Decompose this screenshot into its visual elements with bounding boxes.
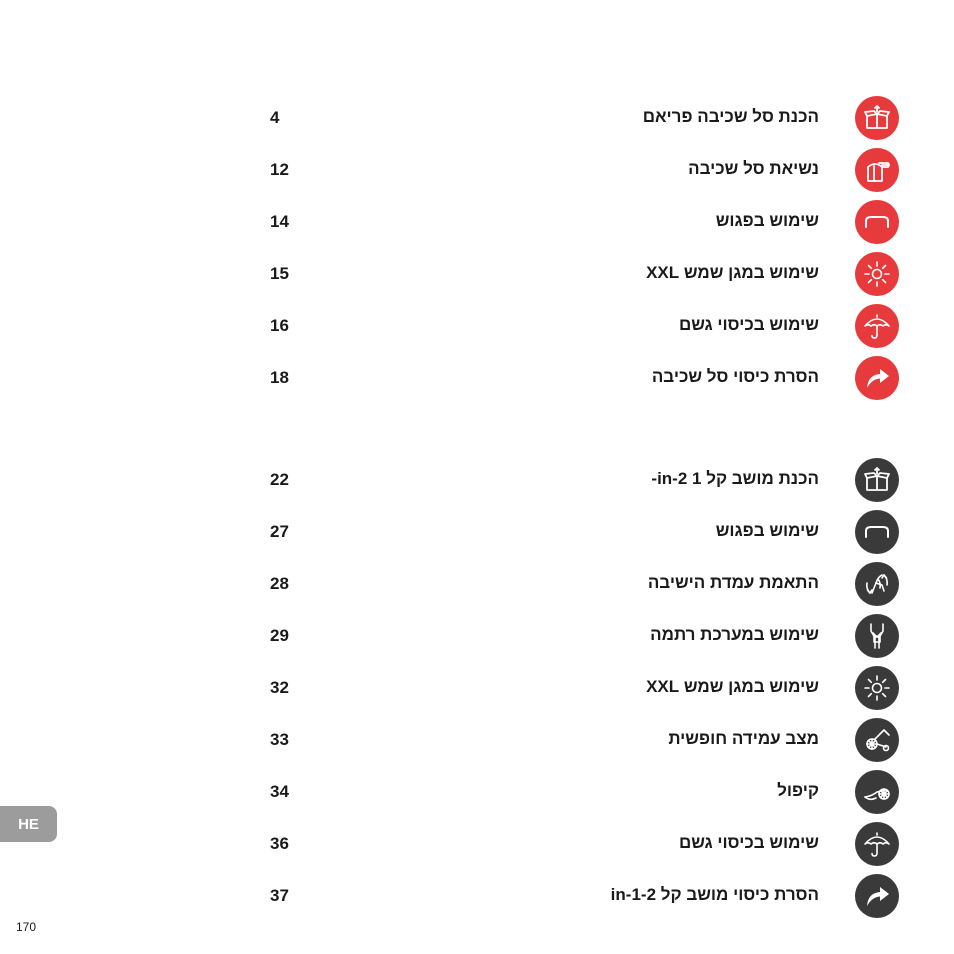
- toc-page-number: 14: [270, 212, 289, 231]
- toc-page-number: 28: [270, 574, 289, 593]
- umbrella-icon: [855, 822, 899, 866]
- toc-entry[interactable]: [0, 252, 954, 296]
- toc-entry[interactable]: [0, 96, 954, 140]
- stand-icon: [855, 718, 899, 762]
- toc-title: שימוש בכיסוי גשם: [678, 833, 819, 852]
- toc-page-number: 32: [270, 678, 289, 697]
- toc-title: התאמת עמדת הישיבה: [647, 573, 819, 592]
- arrow-curve-icon: [855, 356, 899, 400]
- toc-page-number: 27: [270, 522, 289, 541]
- bumper-bar-icon: [855, 510, 899, 554]
- toc-page-number: 15: [270, 264, 289, 283]
- toc-entry[interactable]: [0, 356, 954, 400]
- toc-page-number: 4: [270, 108, 280, 127]
- carry-hand-icon: [855, 148, 899, 192]
- toc-title: שימוש בכיסוי גשם: [678, 315, 819, 334]
- toc-page-number: 18: [270, 368, 289, 387]
- toc-title: מצב עמידה חופשית: [668, 729, 819, 748]
- fold-icon: [855, 770, 899, 814]
- language-tab: HE: [0, 806, 57, 842]
- box-unpack-icon: [855, 458, 899, 502]
- arrow-curve-icon: [855, 874, 899, 918]
- toc-entry[interactable]: [0, 666, 954, 710]
- toc-entry[interactable]: [0, 200, 954, 244]
- toc-entry[interactable]: [0, 718, 954, 762]
- toc-title: הכנת סל שכיבה פריאם: [642, 107, 819, 126]
- toc-page-number: 37: [270, 886, 289, 905]
- toc-page-number: 33: [270, 730, 289, 749]
- toc-entry[interactable]: [0, 874, 954, 918]
- toc-entry[interactable]: [0, 148, 954, 192]
- toc-page-number: 36: [270, 834, 289, 853]
- toc-entry[interactable]: [0, 458, 954, 502]
- bumper-bar-icon: [855, 200, 899, 244]
- box-unpack-icon: [855, 96, 899, 140]
- toc-title: נשיאת סל שכיבה: [688, 159, 819, 178]
- toc-entry[interactable]: [0, 614, 954, 658]
- harness-icon: [855, 614, 899, 658]
- toc-title: שימוש במגן שמש XXL: [646, 263, 819, 282]
- toc-title: הכנת מושב קל 1 2-in-: [651, 469, 819, 488]
- toc-title: שימוש בפגוש: [715, 521, 819, 540]
- sun-icon: [855, 666, 899, 710]
- toc-page-number: 29: [270, 626, 289, 645]
- toc-entry[interactable]: [0, 822, 954, 866]
- toc-title: שימוש במגן שמש XXL: [646, 677, 819, 696]
- umbrella-icon: [855, 304, 899, 348]
- toc-entry[interactable]: [0, 562, 954, 606]
- toc-title: הסרת כיסוי סל שכיבה: [651, 367, 819, 386]
- toc-title: שימוש במערכת רתמה: [650, 625, 819, 644]
- toc-entry[interactable]: [0, 510, 954, 554]
- sun-icon: [855, 252, 899, 296]
- toc-entry[interactable]: [0, 304, 954, 348]
- page-number: 170: [16, 920, 37, 934]
- toc-title: שימוש בפגוש: [715, 211, 819, 230]
- toc-page-number: 34: [270, 782, 289, 801]
- seat-adjust-icon: [855, 562, 899, 606]
- toc-entry[interactable]: [0, 770, 954, 814]
- toc-title: קיפול: [777, 781, 819, 800]
- toc-page-number: 16: [270, 316, 289, 335]
- toc-page-number: 22: [270, 470, 289, 489]
- toc-page-number: 12: [270, 160, 289, 179]
- toc-title: הסרת כיסוי מושב קל 2-in-1: [610, 885, 819, 904]
